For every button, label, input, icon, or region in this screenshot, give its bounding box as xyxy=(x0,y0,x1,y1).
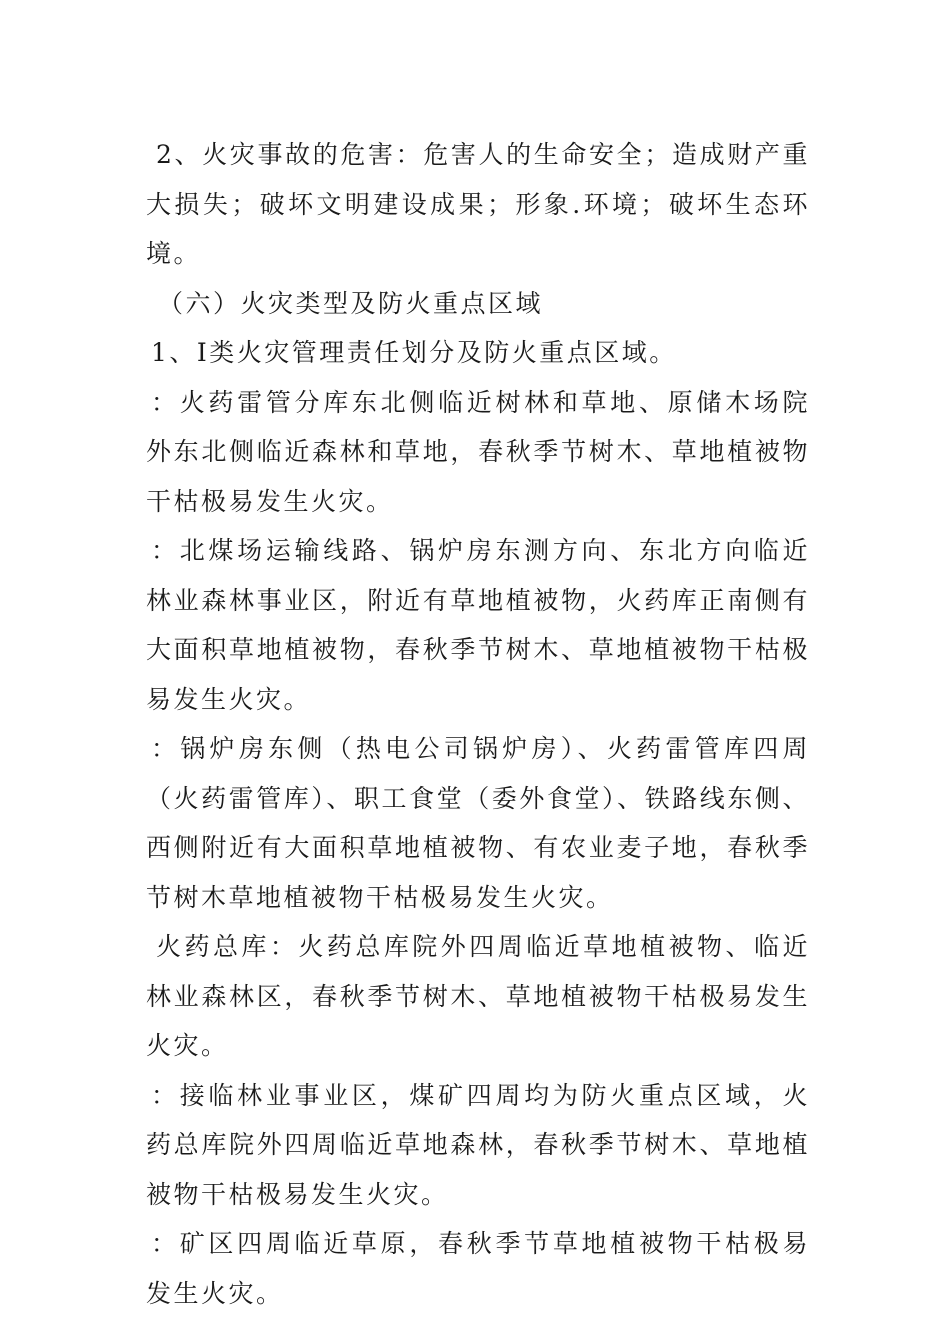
paragraph-boiler-room: ：锅炉房东侧（热电公司锅炉房）、火药雷管库四周（火药雷管库）、职工食堂（委外食堂）、铁路线东侧、西侧附近有大面积草地植被物、有农业麦子地，春秋季节树木草地植被物干枯极易发生火灾。 xyxy=(146,734,810,912)
paragraph-explosives-depot: 火药总库：火药总库院外四周临近草地植被物、临近林业森林区，春秋季节树木、草地植被物干枯极易发生火灾。 xyxy=(146,932,810,1060)
section-heading-fire-types: （六）火灾类型及防火重点区域 xyxy=(158,288,544,318)
paragraph-mining-area: ：矿区四周临近草原，春秋季节草地植被物干枯极易发生火灾。 xyxy=(146,1229,810,1308)
paragraph-coal-yard: ：北煤场运输线路、锅炉房东测方向、东北方向临近林业森林事业区，附近有草地植被物，火药库正南侧有大面积草地植被物，春秋季节树木、草地植被物干枯极易发生火灾。 xyxy=(146,536,810,714)
paragraph-detonator-warehouse: ：火药雷管分库东北侧临近树林和草地、原储木场院外东北侧临近森林和草地，春秋季节树木、草地植被物干枯极易发生火灾。 xyxy=(146,387,810,516)
subsection-heading-class-1: 1、Ⅰ类火灾管理责任划分及防火重点区域。 xyxy=(151,338,677,367)
document-body xyxy=(146,130,810,1318)
paragraph-fire-hazards: 2、火灾事故的危害：危害人的生命安全；造成财产重大损失；破坏文明建设成果；形象.环境；破坏生态环境。 xyxy=(146,140,810,268)
paragraph-forestry-area: ：接临林业事业区，煤矿四周均为防火重点区域，火药总库院外四周临近草地森林，春秋季节树木、草地植被物干枯极易发生火灾。 xyxy=(146,1080,810,1209)
